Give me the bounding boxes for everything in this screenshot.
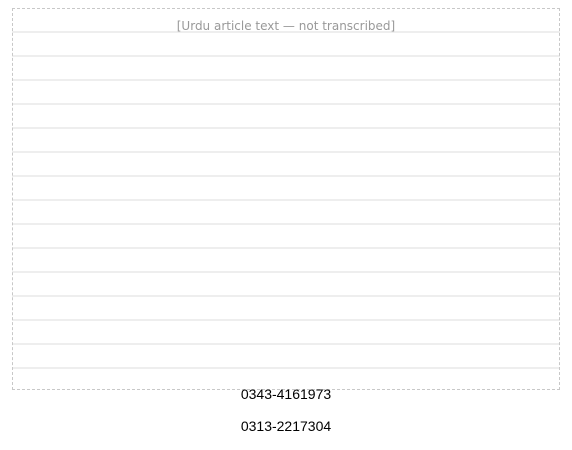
contact-block bbox=[0, 386, 572, 450]
untranscribed-urdu-body bbox=[12, 8, 560, 390]
phone-number: 0313-2217304 bbox=[240, 418, 332, 434]
phone-number: 0343-4161973 bbox=[240, 386, 332, 402]
untranscribed-note: [Urdu article text — not transcribed] bbox=[176, 19, 396, 33]
